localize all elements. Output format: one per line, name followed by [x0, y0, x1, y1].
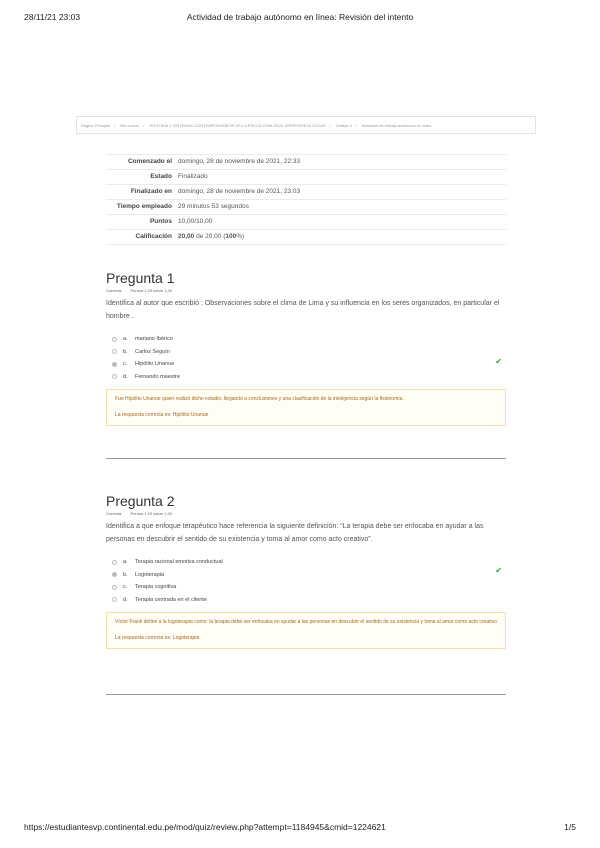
correct-answer: La respuesta correcta es: Logoterapia	[115, 635, 200, 641]
question-meta	[106, 288, 506, 293]
answer-list	[106, 333, 506, 383]
radio-icon[interactable]	[112, 374, 117, 379]
question-1	[106, 270, 506, 426]
question-status: Correcta	[106, 511, 122, 516]
answer-text: Fernando maestre	[135, 373, 180, 380]
answer-option[interactable]	[106, 566, 506, 582]
feedback-text: Fue Hipólito Unanue quien realizó dicho estudio, llegando a conclusiones y una clasificación de la inteligencia según la fisionomía.	[115, 396, 404, 402]
summary-row-finished	[106, 184, 506, 199]
breadcrumb-my-courses[interactable]: Mis cursos	[120, 123, 140, 128]
summary-value: 10,00/10,00	[178, 218, 213, 225]
check-icon: ✔	[495, 566, 502, 575]
answer-text: Terapia centrada en el cliente	[135, 596, 207, 603]
breadcrumb-home[interactable]: Página Principal	[81, 123, 110, 128]
grade-score: 20,00	[178, 233, 195, 240]
page-number: 1/5	[564, 822, 576, 832]
answer-option[interactable]	[106, 581, 506, 594]
grade-of: de 20,00 (	[194, 233, 226, 240]
answer-letter: b.	[123, 571, 128, 578]
question-2	[106, 493, 506, 649]
print-header	[24, 12, 576, 26]
summary-row-points	[106, 214, 506, 229]
answer-option[interactable]	[106, 333, 506, 346]
summary-label: Estado	[150, 173, 172, 180]
question-status: Correcta	[106, 288, 122, 293]
answer-text: Logoterapia	[135, 571, 165, 578]
summary-value: domingo, 28 de noviembre de 2021, 23:03	[178, 188, 301, 195]
grade-percent: 100	[225, 233, 237, 240]
answer-option[interactable]	[106, 371, 506, 384]
answer-text: Terapia racional emotiva conductual	[135, 559, 223, 566]
question-divider	[106, 694, 506, 695]
answer-letter: c.	[123, 584, 128, 591]
breadcrumb: Página Principal / Mis cursos / HISTORIA Y SISTEMAS CONTEMPORÁNEOS DE LA PSICOLOGÍA-ISUC-SIPHPHIOE16-202120 / Unidad 4 / Actividad de trabajo autónomo en línea	[76, 116, 536, 134]
answer-text: Hipólito Unanue	[135, 361, 175, 368]
feedback-box	[106, 389, 506, 426]
summary-label: Comenzado el	[127, 158, 172, 165]
answer-option[interactable]	[106, 358, 506, 371]
summary-row-state	[106, 169, 506, 184]
answer-letter: b.	[123, 348, 128, 355]
question-text: Identifica a que enfoque terapéutico hace referencia la siguiente definición: “La terapia debe ser enfocaba en ayudar a las personas en descubrir el sentido de su existencia y toma al amor como acto creativo”.	[106, 523, 484, 543]
attempt-summary-table	[106, 154, 506, 245]
summary-value: Finalizado	[178, 173, 208, 180]
print-date: 28/11/21 23:03	[24, 12, 81, 22]
feedback-box	[106, 612, 506, 649]
question-title	[106, 270, 506, 286]
feedback-text: Víctor Frank define a la logoterapia como: la terapia debe ser enfocaba en ayudar a las personas en descubrir el sentido de su existencia y toma al amor como acto creativo	[115, 619, 497, 625]
answer-letter: a.	[123, 559, 128, 566]
radio-icon[interactable]	[112, 585, 117, 590]
radio-icon[interactable]	[112, 362, 117, 367]
summary-row-time	[106, 199, 506, 214]
summary-row-grade	[106, 229, 506, 245]
question-points: Puntúa 1,00 sobre 1,00	[130, 511, 173, 516]
correct-answer: La respuesta correcta es: Hipólito Unanue	[115, 412, 209, 418]
answer-option[interactable]	[106, 594, 506, 607]
breadcrumb-unit[interactable]: Unidad 4	[335, 123, 352, 128]
answer-text: Terapia cognitiva	[135, 584, 177, 591]
summary-label: Puntos	[149, 218, 172, 225]
question-title-prefix: Pregunta	[106, 270, 163, 286]
summary-value	[178, 230, 506, 244]
radio-icon[interactable]	[112, 349, 117, 354]
answer-option[interactable]	[106, 556, 506, 569]
answer-letter: d.	[123, 596, 128, 603]
question-title	[106, 493, 506, 509]
answer-letter: a.	[123, 336, 128, 343]
grade-end: %)	[236, 233, 245, 240]
answer-letter: d.	[123, 373, 128, 380]
answer-text: Carlos Seguín	[135, 348, 170, 355]
answer-text: mariano Ibérico	[135, 336, 173, 343]
question-text: Identifica al autor que escribió : Observaciones sobre el clima de Lima y su influencia en los seres organizados, en particular el hombre .	[106, 300, 500, 320]
summary-label: Calificación	[135, 233, 172, 240]
summary-value: domingo, 28 de noviembre de 2021, 22:33	[178, 158, 301, 165]
summary-label: Tiempo empleado	[116, 203, 172, 210]
question-divider	[106, 458, 506, 459]
answer-letter: c.	[123, 361, 128, 368]
radio-icon[interactable]	[112, 337, 117, 342]
breadcrumb-activity[interactable]: Actividad de trabajo autónomo en línea	[361, 123, 432, 128]
summary-row-started	[106, 154, 506, 169]
radio-icon[interactable]	[112, 597, 117, 602]
print-footer	[24, 822, 576, 836]
breadcrumb-course[interactable]: HISTORIA Y SISTEMAS CONTEMPORÁNEOS DE LA PSICOLOGÍA-ISUC-SIPHPHIOE16-202120	[149, 123, 326, 128]
question-title-prefix: Pregunta	[106, 493, 163, 509]
print-title: Actividad de trabajo autónomo en línea: Revisión del intento	[186, 12, 414, 22]
answer-option[interactable]	[106, 346, 506, 359]
radio-icon[interactable]	[112, 560, 117, 565]
question-points: Puntúa 1,00 sobre 1,00	[130, 288, 173, 293]
answer-list	[106, 556, 506, 606]
print-url: https://estudiantesvp.continental.edu.pe/mod/quiz/review.php?attempt=1184945&cmid=1224621	[24, 822, 386, 832]
question-meta	[106, 511, 506, 516]
question-number: 1	[166, 270, 175, 286]
check-icon: ✔	[495, 357, 502, 366]
summary-value: 29 minutos 53 segundos	[178, 203, 249, 210]
summary-label: Finalizado en	[130, 188, 172, 195]
question-number: 2	[166, 493, 175, 509]
radio-icon[interactable]	[112, 572, 117, 577]
